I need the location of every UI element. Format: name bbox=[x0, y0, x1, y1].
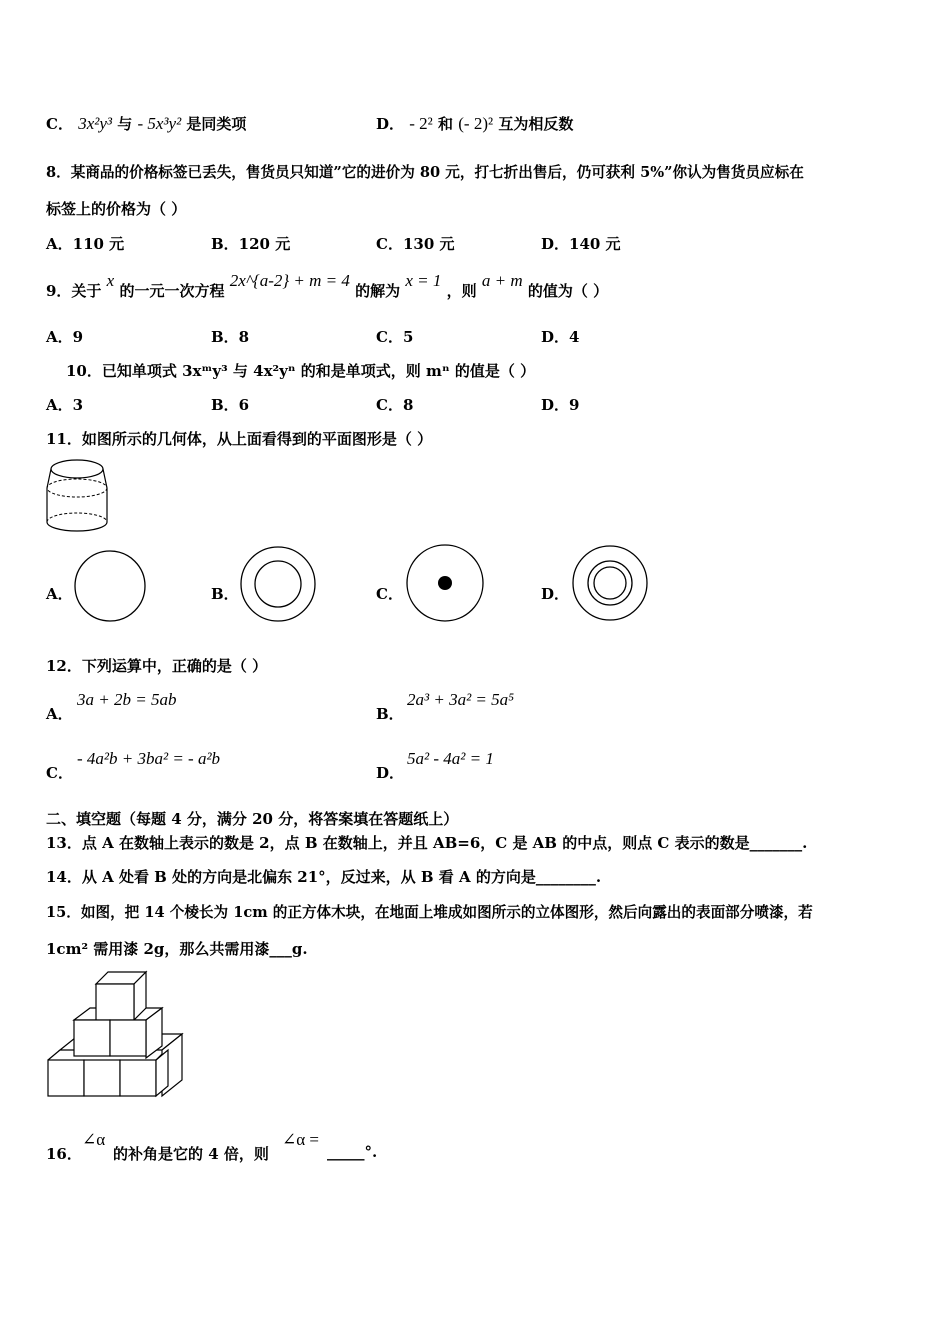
q11-option-c-label: C． bbox=[376, 585, 403, 603]
q11-stem: 11．如图所示的几何体，从上面看得到的平面图形是（ ） bbox=[46, 430, 433, 448]
q15-stem-line1: 15．如图，把 14 个棱长为 1cm 的正方体木块，在地面上堆成如图所示的立体图形，然后向露出的表面部分喷漆，若 bbox=[46, 904, 813, 921]
q7-option-c bbox=[46, 113, 246, 134]
q10-option-c: C．8 bbox=[376, 396, 414, 414]
q8-option-a: A．110 元 bbox=[46, 235, 125, 253]
q12-option-c-expr bbox=[77, 749, 220, 769]
q9-p3: 的解为 bbox=[355, 282, 401, 300]
q10-option-a: A．3 bbox=[46, 396, 84, 414]
q11-option-d-figure bbox=[570, 543, 650, 623]
q16-blank-line: _____ bbox=[327, 1143, 365, 1161]
q16-number: 16． bbox=[46, 1145, 82, 1163]
q11-option-b-label: B． bbox=[211, 585, 239, 603]
q7-d-mid: 和 bbox=[438, 115, 454, 133]
q16-tail: °. bbox=[364, 1143, 378, 1161]
q16-angle-1-text: ∠α bbox=[82, 1130, 106, 1149]
q16-middle-text: 的补角是它的 4 倍，则 bbox=[113, 1145, 269, 1163]
q9-var-x: x bbox=[106, 271, 115, 290]
q7-c-tail: 是同类项 bbox=[186, 115, 247, 133]
q8-option-d: D．140 元 bbox=[541, 235, 621, 253]
q12-d-math: 5a² - 4a² = 1 bbox=[407, 749, 494, 768]
q9-stem bbox=[46, 271, 609, 301]
q7-c-expr2: - 5x³y² bbox=[137, 114, 182, 133]
q7-c-mid: 与 bbox=[117, 115, 133, 133]
q9-equation: 2x^{a-2} + m = 4 bbox=[229, 271, 350, 290]
q11-solid-figure bbox=[44, 458, 110, 534]
q7-c-label: C． bbox=[46, 115, 73, 133]
q9-p1: 9．关于 bbox=[46, 282, 102, 300]
q12-option-b-label: B． bbox=[376, 705, 404, 723]
q7-d-expr2: (- 2)² bbox=[458, 114, 494, 133]
q8-stem-line2: 标签上的价格为（ ） bbox=[46, 200, 187, 218]
q7-c-expr1: 3x²y³ bbox=[78, 114, 112, 133]
q7-option-d bbox=[376, 113, 573, 134]
q16-angle-2-text: ∠α = bbox=[282, 1130, 319, 1149]
q12-option-d-label: D． bbox=[376, 764, 405, 782]
q8-stem-line1: 8．某商品的价格标签已丢失，售货员只知道”它的进价为 80 元，打七折出售后，仍可获利 5%”你认为售货员应标在 bbox=[46, 164, 804, 181]
q12-c-math: - 4a²b + 3ba² = - a²b bbox=[77, 749, 221, 768]
q9-p2: 的一元一次方程 bbox=[119, 282, 225, 300]
q9-p5: 的值为（ ） bbox=[527, 282, 609, 300]
q11-option-a-label: A． bbox=[46, 585, 73, 603]
q12-b-math: 2a³ + 3a² = 5a⁵ bbox=[407, 690, 515, 709]
section2-heading: 二、填空题（每题 4 分，满分 20 分，将答案填在答题纸上） bbox=[46, 810, 459, 828]
q12-option-a-label: A． bbox=[46, 705, 73, 723]
q7-d-tail: 互为相反数 bbox=[498, 115, 574, 133]
q7-d-label: D． bbox=[376, 115, 405, 133]
q16-angle-1 bbox=[82, 1130, 105, 1150]
q15-cube-stack-figure bbox=[46, 970, 186, 1100]
q11-option-d-label: D． bbox=[541, 585, 570, 603]
q16-angle-2 bbox=[282, 1130, 319, 1150]
q13-stem: 13．点 A 在数轴上表示的数是 2，点 B 在数轴上，并且 AB=6，C 是 AB 的中点，则点 C 表示的数是_______. bbox=[46, 834, 808, 852]
q9-option-d: D．4 bbox=[541, 328, 580, 346]
q7-d-expr1: - 2² bbox=[409, 114, 433, 133]
q11-option-c-figure bbox=[404, 543, 486, 623]
q8-option-b: B．120 元 bbox=[211, 235, 291, 253]
q12-option-a-expr bbox=[77, 690, 176, 710]
q9-option-b: B．8 bbox=[211, 328, 250, 346]
q8-option-c: C．130 元 bbox=[376, 235, 455, 253]
q14-stem: 14．从 A 处看 B 处的方向是北偏东 21°，反过来，从 B 看 A 的方向是________. bbox=[46, 868, 602, 886]
q12-option-b-expr bbox=[407, 690, 514, 710]
q9-solution: x = 1 bbox=[405, 271, 442, 290]
q9-sum: a + m bbox=[481, 271, 523, 290]
q10-option-b: B．6 bbox=[211, 396, 250, 414]
q12-stem: 12．下列运算中，正确的是（ ） bbox=[46, 657, 268, 675]
q10-stem: 10．已知单项式 3xᵐy³ 与 4x²yⁿ 的和是单项式，则 mⁿ 的值是（ ） bbox=[66, 362, 536, 380]
q9-option-c: C．5 bbox=[376, 328, 414, 346]
q12-option-d-expr bbox=[407, 749, 494, 769]
q11-option-a-figure bbox=[72, 548, 148, 624]
q16-answer-blank bbox=[327, 1143, 377, 1161]
q12-a-math: 3a + 2b = 5ab bbox=[77, 690, 177, 709]
q10-option-d: D．9 bbox=[541, 396, 580, 414]
q12-option-c-label: C． bbox=[46, 764, 73, 782]
q11-option-b-figure bbox=[238, 545, 318, 623]
q15-stem-line2: 1cm² 需用漆 2g，那么共需用漆___g. bbox=[46, 940, 308, 958]
q9-option-a: A．9 bbox=[46, 328, 84, 346]
q9-p4: ，则 bbox=[446, 282, 477, 300]
